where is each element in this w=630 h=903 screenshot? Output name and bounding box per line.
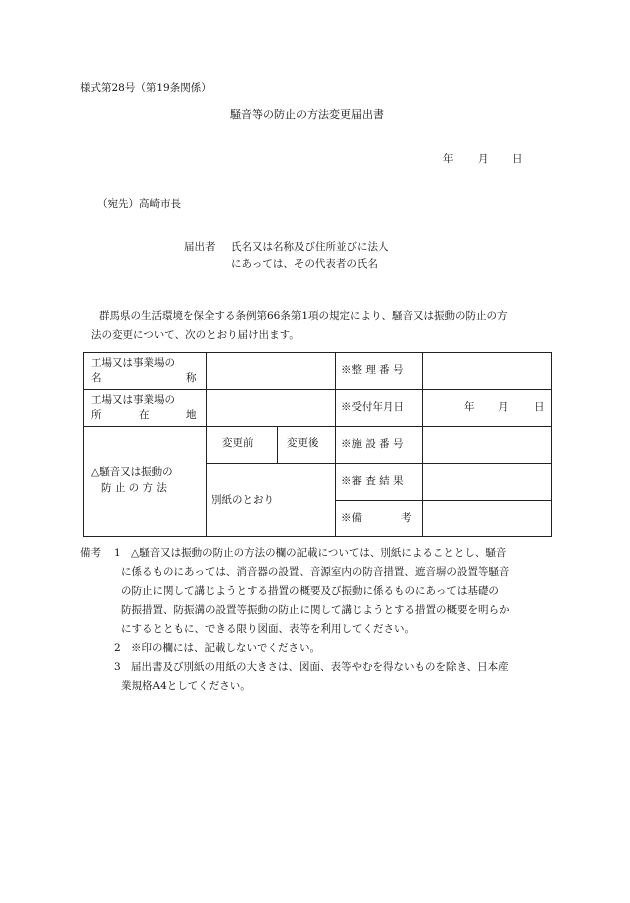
intro-line-1: 群馬県の生活環境を保全する条例第66条第1項の規定により、騒音又は振動の防止の方	[99, 310, 508, 322]
factory-name-label-2a: 名	[91, 372, 102, 384]
note-1-number: 1	[114, 547, 121, 559]
method-label-2: 防 止 の 方 法	[101, 482, 167, 494]
before-change-header: 変更前	[222, 437, 254, 449]
received-month: 月	[498, 401, 509, 413]
reference-number-label: ※整 理 番 号	[341, 364, 404, 376]
received-year: 年	[464, 401, 475, 413]
factory-location-label-2a: 所	[91, 409, 102, 421]
notifier-label: 届出者	[184, 241, 216, 253]
note-1-line-2: に係るものにあっては、消音器の設置、音源室内の防音措置、遮音塀の設置等騒音	[121, 566, 510, 578]
note-1-line-1: △騒音又は振動の防止の方法の欄の記載については、別紙によることとし、騒音	[131, 547, 507, 559]
note-1-line-3: の防止に関して講じようとする措置の概要及び振動に係るものにあっては基礎の	[121, 585, 499, 597]
table-row-line-4	[335, 500, 552, 501]
remarks-label-b: 考	[401, 512, 412, 524]
addressee: （宛先）高崎市長	[97, 198, 181, 210]
table-border-bottom	[83, 536, 552, 537]
note-3-number: 3	[114, 661, 121, 673]
note-3-line-2: 業規格A4としてください。	[121, 680, 251, 692]
remarks-label-a: ※備	[341, 512, 362, 524]
document-title: 騒音等の防止の方法変更届出書	[230, 108, 384, 121]
date-month-label: 月	[478, 153, 489, 165]
factory-name-input[interactable]	[207, 353, 335, 389]
method-input[interactable]	[207, 464, 335, 536]
date-year-label: 年	[443, 153, 454, 165]
table-border-left	[83, 352, 84, 537]
factory-location-input[interactable]	[207, 390, 335, 426]
factory-name-label-1: 工場又は事業場の	[91, 357, 175, 369]
received-date-label: ※受付年月日	[341, 401, 404, 413]
factory-location-label-1: 工場又は事業場の	[91, 394, 175, 406]
table-border-right	[551, 352, 552, 537]
date-day-label: 日	[512, 153, 523, 165]
factory-location-label-2b: 在	[139, 409, 150, 421]
note-2-number: 2	[114, 642, 121, 654]
form-number: 様式第28号（第19条関係）	[80, 82, 212, 94]
factory-name-label-2b: 称	[186, 372, 197, 384]
table-row-line-2	[83, 426, 552, 427]
note-1-line-5: にするとともに、できる限り図面、表等を利用してください。	[121, 623, 415, 635]
table-col-line-2	[335, 352, 336, 537]
intro-line-2: 法の変更について、次のとおり届け出ます。	[91, 329, 300, 341]
notifier-line-2: にあっては、その代表者の氏名	[231, 258, 378, 270]
method-label-1: △騒音又は振動の	[91, 466, 173, 478]
notifier-line-1: 氏名又は名称及び住所並びに法人	[231, 241, 389, 253]
form-table	[83, 352, 552, 537]
table-col-line-before-after	[277, 426, 278, 463]
notes-label: 備考	[80, 547, 101, 559]
note-2-line-1: ※印の欄には、記載しないでください。	[131, 642, 320, 654]
note-3-line-1: 届出書及び別紙の用紙の大きさは、図面、表等やむを得ないものを除き、日本産	[131, 661, 509, 673]
note-1-line-4: 防振措置、防振溝の設置等振動の防止に関して講じようとする措置の概要を明らか	[121, 604, 510, 616]
separate-sheet-text: 別紙のとおり	[211, 494, 274, 506]
reference-number-value	[423, 353, 551, 389]
review-result-label: ※審 査 結 果	[341, 475, 404, 487]
after-change-header: 変更後	[287, 437, 319, 449]
factory-location-label-2c: 地	[186, 409, 197, 421]
received-day: 日	[534, 401, 545, 413]
facility-number-label: ※施 設 番 号	[341, 438, 404, 450]
